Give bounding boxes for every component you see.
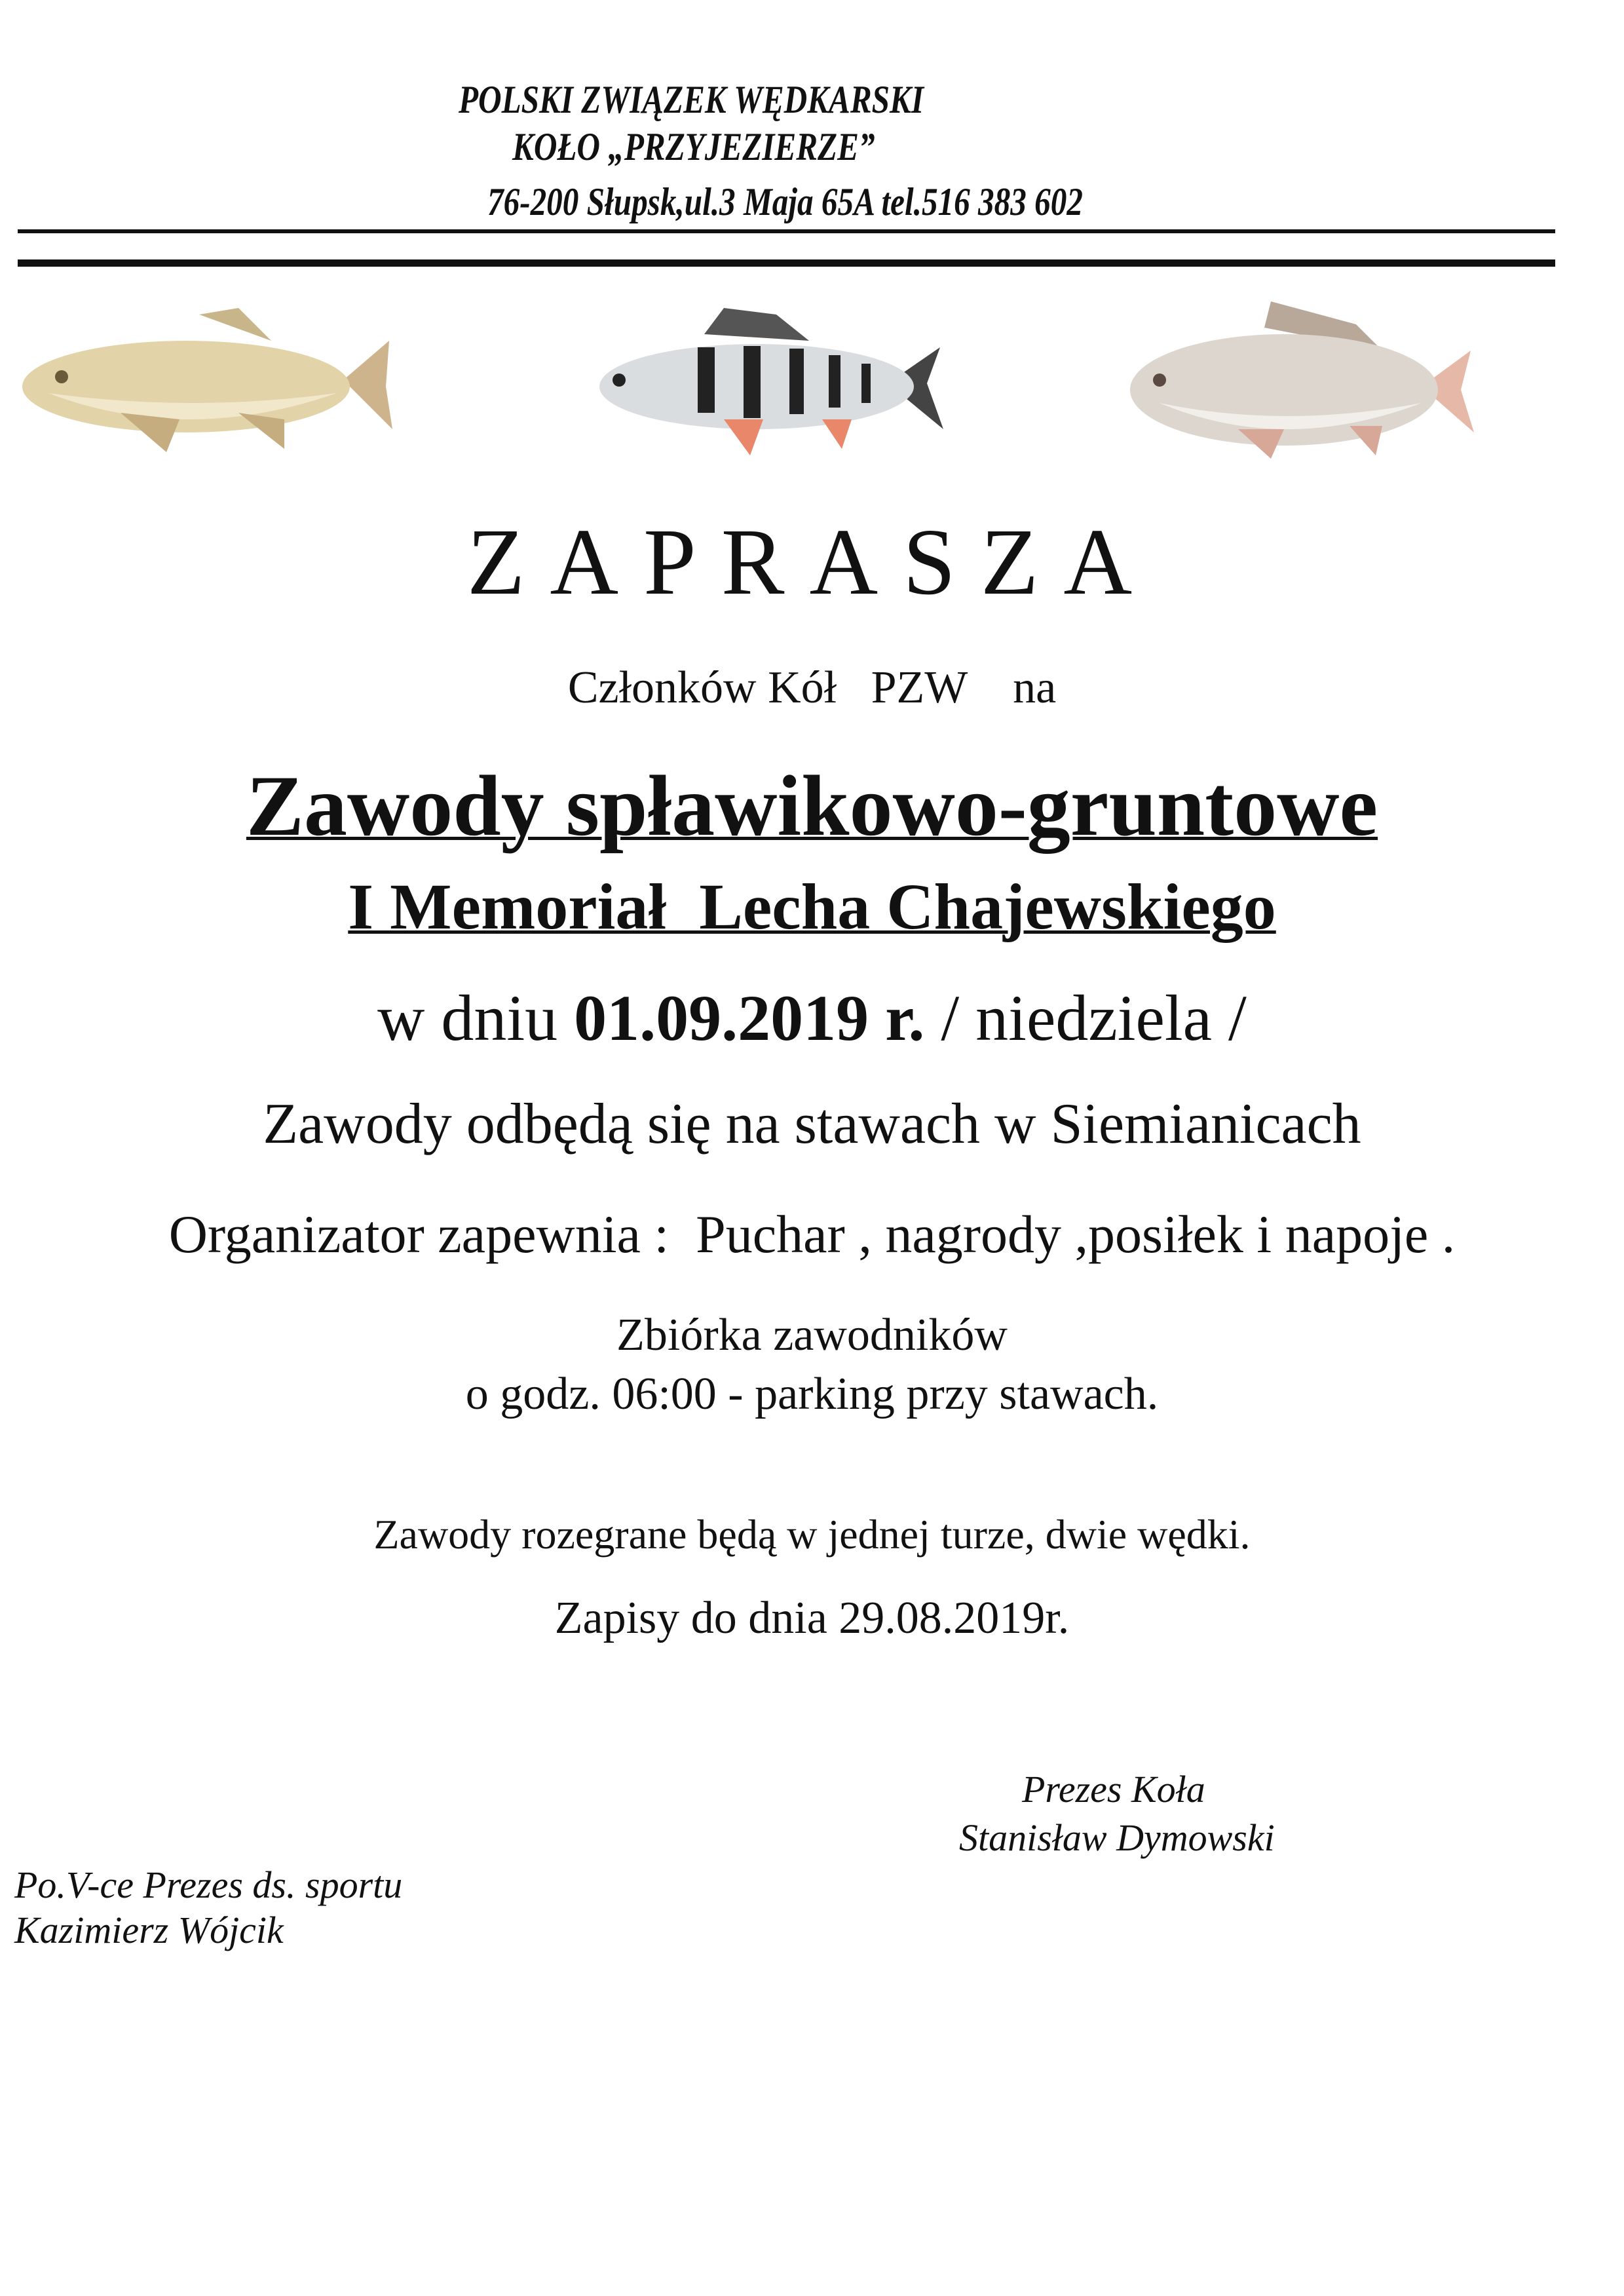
organizer-provides: Organizator zapewnia : Puchar , nagrody ,posiłek i napoje . bbox=[168, 1204, 1456, 1264]
gathering-line-2: o godz. 06:00 - parking przy stawach. bbox=[465, 1369, 1159, 1419]
memorial-title: I Memoriał Lecha Chajewskiego bbox=[348, 870, 1276, 943]
header-rule-thin bbox=[18, 229, 1555, 233]
registration-deadline: Zapisy do dnia 29.08.2019r. bbox=[554, 1593, 1070, 1643]
invite-heading: ZAPRASZA bbox=[466, 510, 1158, 615]
vice-president-title: Po.V-ce Prezes ds. sportu bbox=[14, 1864, 403, 1906]
gathering-line-1: Zbiórka zawodników bbox=[616, 1310, 1008, 1360]
perch-icon bbox=[593, 301, 947, 465]
date-weekday: / niedziela / bbox=[924, 982, 1247, 1054]
tench-icon bbox=[22, 295, 396, 465]
president-title: Prezes Koła bbox=[1022, 1768, 1205, 1810]
club-name: KOŁO „PRZYJEZIERZE” bbox=[512, 125, 875, 168]
event-title: Zawody spławikowo-gruntowe bbox=[246, 757, 1378, 854]
date-prefix: w dniu bbox=[377, 982, 575, 1054]
crucian-carp-icon bbox=[1120, 298, 1474, 469]
event-date-line bbox=[0, 982, 1624, 1054]
vice-president-name: Kazimierz Wójcik bbox=[14, 1909, 284, 1951]
event-date: 01.09.2019 r. bbox=[574, 982, 925, 1054]
event-location: Zawody odbędą się na stawach w Siemianicach bbox=[263, 1092, 1361, 1156]
org-name: POLSKI ZWIĄZEK WĘDKARSKI bbox=[459, 78, 924, 121]
addressees: Członków Kół PZW na bbox=[567, 662, 1057, 713]
president-name: Stanisław Dymowski bbox=[959, 1816, 1275, 1859]
club-address: 76-200 Słupsk,ul.3 Maja 65A tel.516 383 602 bbox=[487, 180, 1083, 223]
competition-format: Zawody rozegrane będą w jednej turze, dwie wędki. bbox=[373, 1511, 1251, 1558]
header-rule-thick bbox=[18, 259, 1555, 267]
